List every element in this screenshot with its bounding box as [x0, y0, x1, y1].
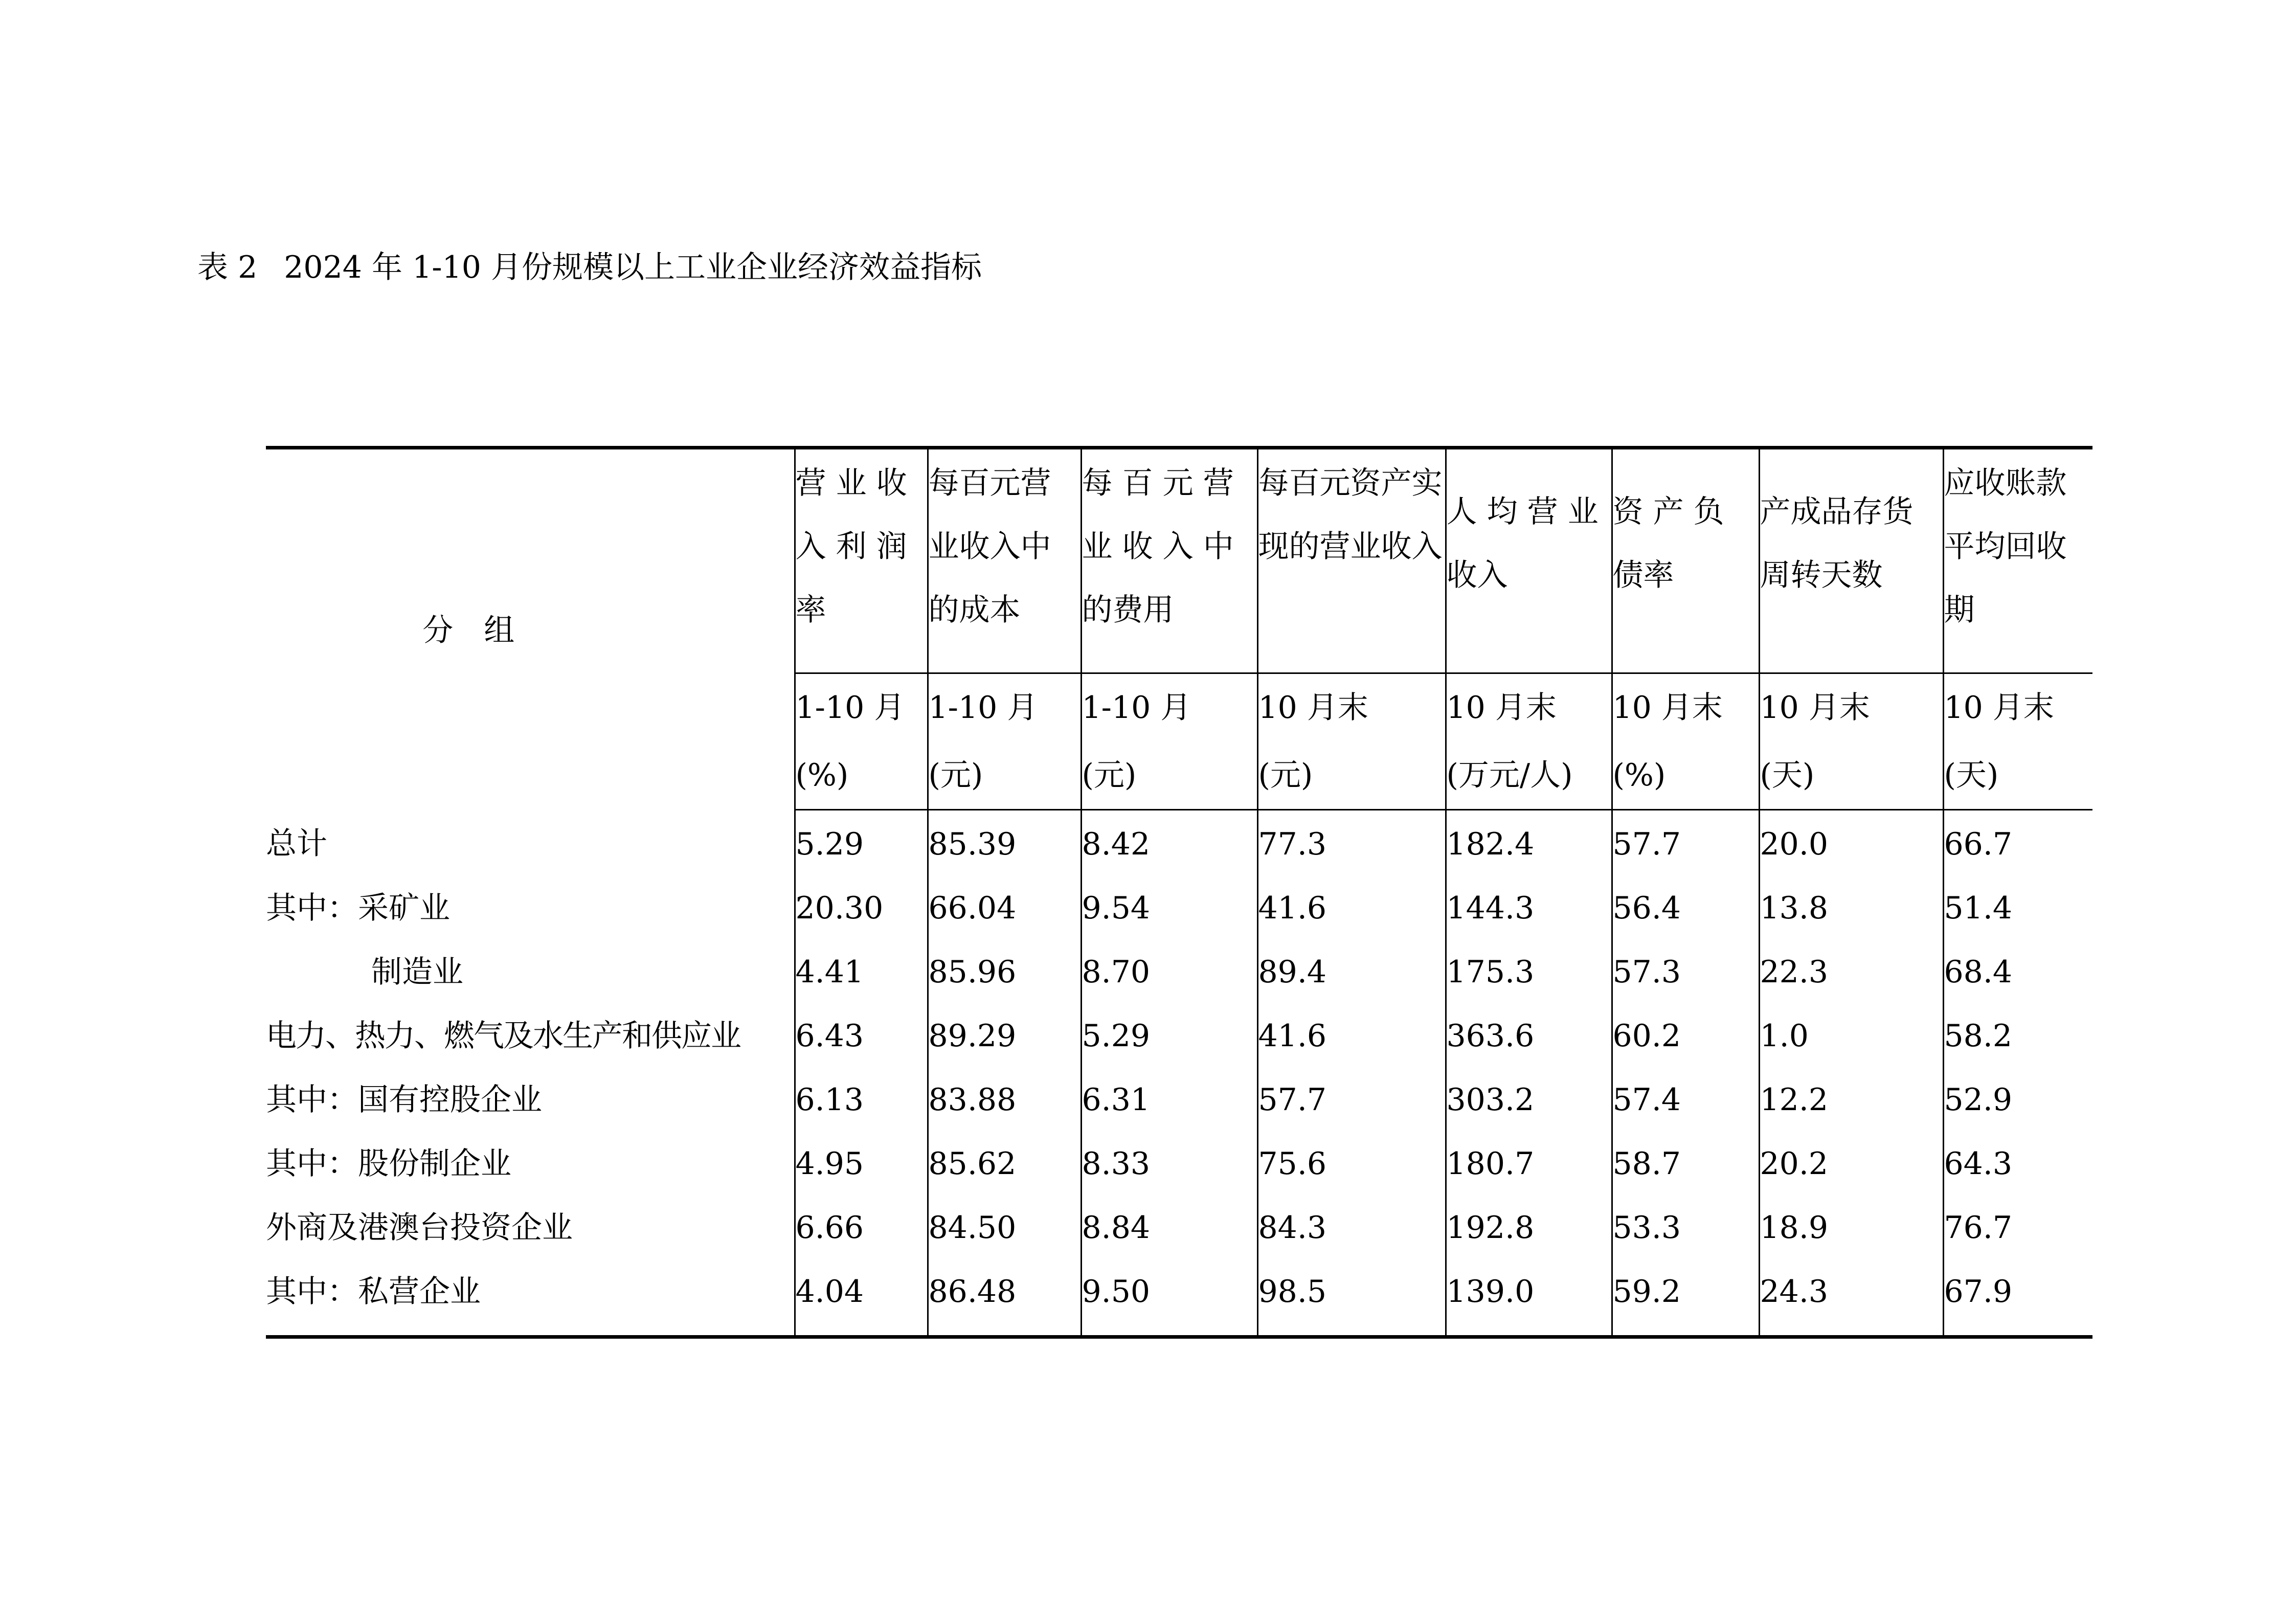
table-number: 表 2 [197, 250, 258, 285]
col-period-unit: 10 月末 (天) [1759, 673, 1943, 810]
cell: 8.33 [1081, 1132, 1257, 1196]
col-period-unit: 10 月末 (天) [1943, 673, 2092, 810]
cell: 60.2 [1612, 1004, 1759, 1068]
cell: 64.3 [1943, 1132, 2092, 1196]
cell: 182.4 [1446, 810, 1612, 877]
col-header-expense-per-100: 每 百 元 营 业 收 入 中 的费用 [1081, 448, 1257, 673]
header-row-names [266, 448, 2092, 673]
table-title-text: 2024 年 1-10 月份规模以上工业企业经济效益指标 [284, 250, 982, 285]
col-period-unit: 10 月末 (%) [1612, 673, 1759, 810]
col-period-unit: 10 月末 (万元/人) [1446, 673, 1612, 810]
cell: 363.6 [1446, 1004, 1612, 1068]
cell: 6.66 [795, 1196, 928, 1260]
col-period-unit: 1-10 月 (%) [795, 673, 928, 810]
col-header-profit-rate: 营 业 收 入 利 润 率 [795, 448, 928, 673]
cell: 6.43 [795, 1004, 928, 1068]
cell: 9.50 [1081, 1260, 1257, 1337]
row-label: 其中：股份制企业 [266, 1146, 511, 1182]
row-label: 其中：私营企业 [266, 1260, 795, 1337]
col-header-debt-ratio: 资 产 负 债率 [1612, 448, 1759, 673]
cell: 89.29 [928, 1004, 1081, 1068]
col-header-inventory-turnover: 产成品存货周转天数 [1759, 448, 1943, 673]
cell: 6.31 [1081, 1068, 1257, 1132]
cell: 1.0 [1759, 1004, 1943, 1068]
cell: 58.7 [1612, 1132, 1759, 1196]
cell: 139.0 [1446, 1260, 1612, 1337]
cell: 51.4 [1943, 876, 2092, 940]
cell: 75.6 [1257, 1132, 1446, 1196]
cell: 57.3 [1612, 940, 1759, 1004]
row-label: 制造业 [371, 954, 463, 990]
table-row [266, 810, 2092, 877]
col-header-revenue-per-100-assets: 每百元资产实现的营业收入 [1257, 448, 1446, 673]
cell: 66.04 [928, 876, 1081, 940]
table-row [266, 1260, 2092, 1337]
cell: 13.8 [1759, 876, 1943, 940]
economic-indicators-table [266, 446, 2092, 1339]
cell: 67.9 [1943, 1260, 2092, 1337]
cell: 5.29 [795, 810, 928, 877]
cell: 6.13 [795, 1068, 928, 1132]
cell: 86.48 [928, 1260, 1081, 1337]
cell: 85.62 [928, 1132, 1081, 1196]
cell: 41.6 [1257, 876, 1446, 940]
cell: 76.7 [1943, 1196, 2092, 1260]
table-row [266, 1068, 2092, 1132]
table-row [266, 1132, 2092, 1196]
cell: 52.9 [1943, 1068, 2092, 1132]
col-period-unit: 1-10 月 (元) [928, 673, 1081, 810]
cell: 66.7 [1943, 810, 2092, 877]
cell: 8.84 [1081, 1196, 1257, 1260]
row-label: 电力、热力、燃气及水生产和供应业 [266, 1018, 740, 1054]
cell: 8.70 [1081, 940, 1257, 1004]
cell: 59.2 [1612, 1260, 1759, 1337]
cell: 144.3 [1446, 876, 1612, 940]
cell: 4.41 [795, 940, 928, 1004]
cell: 57.7 [1612, 810, 1759, 877]
cell: 85.96 [928, 940, 1081, 1004]
cell: 56.4 [1612, 876, 1759, 940]
cell: 84.50 [928, 1196, 1081, 1260]
col-header-cost-per-100: 每百元营业收入中的成本 [928, 448, 1081, 673]
col-period-unit: 10 月末 (元) [1257, 673, 1446, 810]
cell: 5.29 [1081, 1004, 1257, 1068]
cell: 83.88 [928, 1068, 1081, 1132]
cell: 20.2 [1759, 1132, 1943, 1196]
cell: 84.3 [1257, 1196, 1446, 1260]
cell: 20.30 [795, 876, 928, 940]
row-label: 总计 [266, 825, 327, 862]
cell: 8.42 [1081, 810, 1257, 877]
row-label: 外商及港澳台投资企业 [266, 1210, 573, 1246]
table-row [266, 876, 2092, 940]
cell: 24.3 [1759, 1260, 1943, 1337]
table-row [266, 940, 2092, 1004]
cell: 53.3 [1612, 1196, 1759, 1260]
cell: 58.2 [1943, 1004, 2092, 1068]
cell: 22.3 [1759, 940, 1943, 1004]
cell: 68.4 [1943, 940, 2092, 1004]
cell: 41.6 [1257, 1004, 1446, 1068]
cell: 192.8 [1446, 1196, 1612, 1260]
row-label: 其中：国有控股企业 [266, 1082, 542, 1118]
cell: 20.0 [1759, 810, 1943, 877]
cell: 4.95 [795, 1132, 928, 1196]
group-header: 分 组 [266, 448, 795, 810]
col-header-receivable-period: 应收账款平均回收期 [1943, 448, 2092, 673]
cell: 12.2 [1759, 1068, 1943, 1132]
cell: 9.54 [1081, 876, 1257, 940]
cell: 303.2 [1446, 1068, 1612, 1132]
table-title [197, 250, 982, 285]
cell: 57.4 [1612, 1068, 1759, 1132]
cell: 57.7 [1257, 1068, 1446, 1132]
cell: 18.9 [1759, 1196, 1943, 1260]
col-header-revenue-per-capita: 人 均 营 业 收入 [1446, 448, 1612, 673]
col-period-unit: 1-10 月 (元) [1081, 673, 1257, 810]
cell: 4.04 [795, 1260, 928, 1337]
cell: 175.3 [1446, 940, 1612, 1004]
table-row [266, 1004, 2092, 1068]
row-label: 其中：采矿业 [266, 890, 450, 926]
cell: 85.39 [928, 810, 1081, 877]
table-row [266, 1196, 2092, 1260]
cell: 180.7 [1446, 1132, 1612, 1196]
cell: 89.4 [1257, 940, 1446, 1004]
cell: 77.3 [1257, 810, 1446, 877]
cell: 98.5 [1257, 1260, 1446, 1337]
